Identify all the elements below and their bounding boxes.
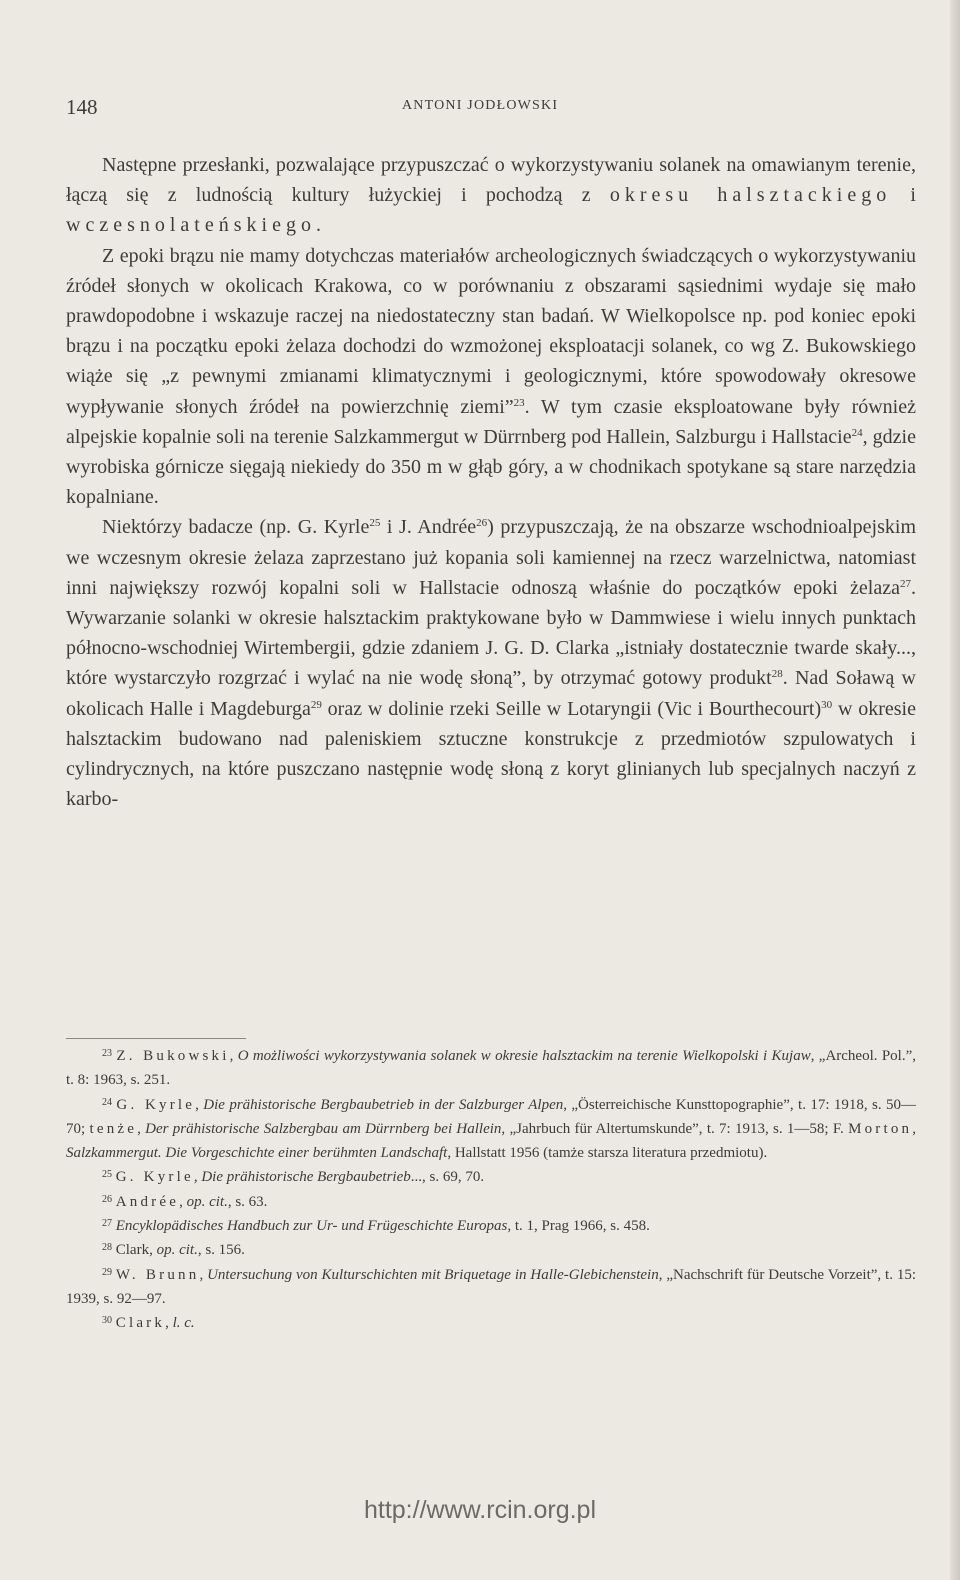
footnote-author: G. Kyrle — [116, 1096, 196, 1113]
footnote-number: 26 — [102, 1193, 112, 1205]
footnote-26: $^{26}$ Andrée, op. cit., s. 63. — [102, 1193, 268, 1210]
footnote-author: Andrée — [115, 1193, 180, 1210]
footnote-27: $^{27}$ Encyklopädisches Handbuch zur Ur- und Frügeschichte Europas, t. 1, Prag 1966, s. 458. — [102, 1218, 650, 1235]
footnotes-section — [66, 1044, 916, 1336]
footnote-number: 23 — [102, 1048, 112, 1059]
footnote-title: Encyklopädisches Handbuch zur Ur- und Frügeschichte Europas — [115, 1218, 508, 1235]
footnote-number: 30 — [102, 1315, 112, 1327]
spaced-emphasis: wczesnolateńskiego — [66, 214, 316, 237]
spaced-emphasis: okresu halsztackiego — [609, 184, 892, 207]
footnote-ref: 23 — [513, 396, 525, 409]
running-head-author: ANTONI JODŁOWSKI — [402, 98, 559, 113]
footnote-author: W. Brunn — [115, 1266, 200, 1283]
footnote-ref: 27 — [900, 577, 911, 590]
paragraph-2: Z epoki brązu nie mamy dotychczas materiałów archeologicznych świadczących o wykorzystywaniu źródeł słonych w okolicach Krakowa, co w porównaniu z obszarami sąsiednimi wydaje się mało prawdopodobne i wskazuje raczej na niedostateczny stan badań. W Wielkopolsce np. pod koniec epoki brązu i na początku epoki żelaza dochodzi do wzmożonej eksploatacji solanek, co wg Z. Bukowskiego wiąże się „z pewnymi zmianami klimatycznymi i geologicznymi, które spowodowały okresowe wypływanie słonych źródeł na powierzchnię ziemi”$^{23}$. W tym czasie eksploatowane były również alpejskie kopalnie soli na terenie Salzkammergut w Dürrnberg pod Hallein, Salzburgu i Hallstacie$^{24}$, gdzie wyrobiska górnicze sięgają niekiedy do 350 m w głąb góry, a w chodnikach spotykane są stare narzędzia kopalniane. — [66, 244, 916, 509]
footnote-title: Die prähistorische Bergbaubetrieb in der Salzburger Alpen — [203, 1096, 564, 1113]
page-edge-shadow — [950, 0, 960, 1580]
footnote-title: O możliwości wykorzystywania solanek w okresie halsztackim na terenie Wielkopolski i Kujaw — [237, 1048, 811, 1064]
source-watermark-url: http://www.rcin.org.pl — [363, 1496, 597, 1524]
footnote-ref: 25 — [369, 517, 381, 530]
footnote-ref: 26 — [476, 517, 488, 530]
footnote-author: tenże — [89, 1120, 138, 1137]
footnote-divider — [66, 1038, 246, 1039]
footnote-title: Salzkammergut. Die Vorgeschichte einer berühmten Landschaft — [66, 1145, 448, 1162]
footnote-title: l. c. — [172, 1315, 195, 1332]
footnote-author: G. Kyrle — [115, 1169, 194, 1186]
footnote-ref: 24 — [851, 426, 863, 439]
footnote-title: op. cit. — [186, 1193, 228, 1210]
page-number: 148 — [66, 95, 98, 119]
footnote-ref: 30 — [821, 698, 833, 711]
footnote-title: Untersuchung von Kulturschichten mit Briquetage in Halle-Glebichenstein — [207, 1266, 659, 1283]
footnote-number: 24 — [102, 1096, 112, 1108]
footnote-title: Die prähistorische Bergbaubetrieb — [201, 1169, 411, 1186]
paragraph-3: Niektórzy badacze (np. G. Kyrle$^{25}$ i J. Andrée$^{26}$) przypuszczają, że na obszarze wschodnioalpejskim we wczesnym okresie żelaza zaprzestano już kopania soli kamiennej na rzecz warzelnictwa, natomiast inni największy rozwój kopalni soli w Hallstacie odnoszą właśnie do początków epoki żelaza$^{27}$. Wywarzanie solanki w okresie halsztackim praktykowane było w Dammwiese i wielu innych punktach północno-wschodniej Wirtembergii, gdzie zdaniem J. G. D. Clarka „istniały dostatecznie twarde skały..., które wystarczyło rozgrzać i wylać na nie wodę słoną”, by otrzymać gotowy produkt$^{28}$. Nad Soławą w okolicach Halle i Magdeburga$^{29}$ oraz w dolinie rzeki Seille w Lotaryngii (Vic i Bourthecourt)$^{30}$ w okresie halsztackim budowano nad paleniskiem sztuczne konstrukcje z przedmiotów szpulowatych i cylindrycznych, na które puszczano następnie wodę słoną z koryt glinianych lub specjalnych naczyń z karbo- — [66, 516, 917, 811]
footnote-number: 29 — [102, 1266, 112, 1278]
footnote-28: $^{28}$ Clark, op. cit., s. 156. — [102, 1242, 245, 1259]
footnote-title: op. cit. — [156, 1242, 198, 1259]
footnote-25: $^{25}$ G. Kyrle, Die prähistorische Bergbaubetrieb..., s. 69, 70. — [102, 1169, 485, 1186]
main-body-text — [66, 150, 916, 814]
footnote-title: Der prähistorische Salzbergbau am Dürrnberg bei Hallein — [145, 1120, 502, 1137]
footnote-author: Morton — [848, 1120, 913, 1137]
footnote-number: 27 — [102, 1218, 112, 1230]
page-header — [66, 95, 916, 125]
footnote-number: 28 — [102, 1242, 112, 1254]
footnote-number: 25 — [102, 1169, 112, 1181]
footnote-ref: 29 — [310, 698, 322, 711]
footnote-23: $^{23}$ Z. Bukowski, O możliwości wykorzystywania solanek w okresie halsztackim na terenie Wielkopolski i Kujaw, „Archeol. Pol.”, t. 8: 1963, s. 251. — [66, 1048, 916, 1089]
footnote-24: $^{24}$ G. Kyrle, Die prähistorische Bergbaubetrieb in der Salzburger Alpen, „Österreichische Kunsttopographie”, t. 17: 1918, s. 50—70; tenże, Der prähistorische Salzbergbau am Dürrnberg bei Hallein, „Jahrbuch für Altertumskunde”, t. 7: 1913, s. 1—58; F. Morton, Salzkammergut. Die Vorgeschichte einer berühmten Landschaft, Hallstatt 1956 (tamże starsza literatura przedmiotu). — [66, 1096, 917, 1162]
footnote-author: Z. Bukowski — [116, 1048, 230, 1064]
footnote-30: $^{30}$ Clark, l. c. — [102, 1315, 195, 1332]
paragraph-1: Następne przesłanki, pozwalające przypuszczać o wykorzystywaniu solanek na omawianym terenie, łączą się z ludnością kultury łużyckiej i pochodzą z okresu halsztackiego i wczesnolateńskiego. — [66, 154, 916, 237]
footnote-29: $^{29}$ W. Brunn, Untersuchung von Kulturschichten mit Briquetage in Halle-Glebichenstein, „Nachschrift für Deutsche Vorzeit”, t. 15: 1939, s. 92—97. — [66, 1266, 917, 1307]
footnote-author: Clark — [115, 1242, 150, 1259]
footnote-ref: 28 — [771, 668, 783, 681]
footnote-author: Clark — [115, 1315, 166, 1332]
